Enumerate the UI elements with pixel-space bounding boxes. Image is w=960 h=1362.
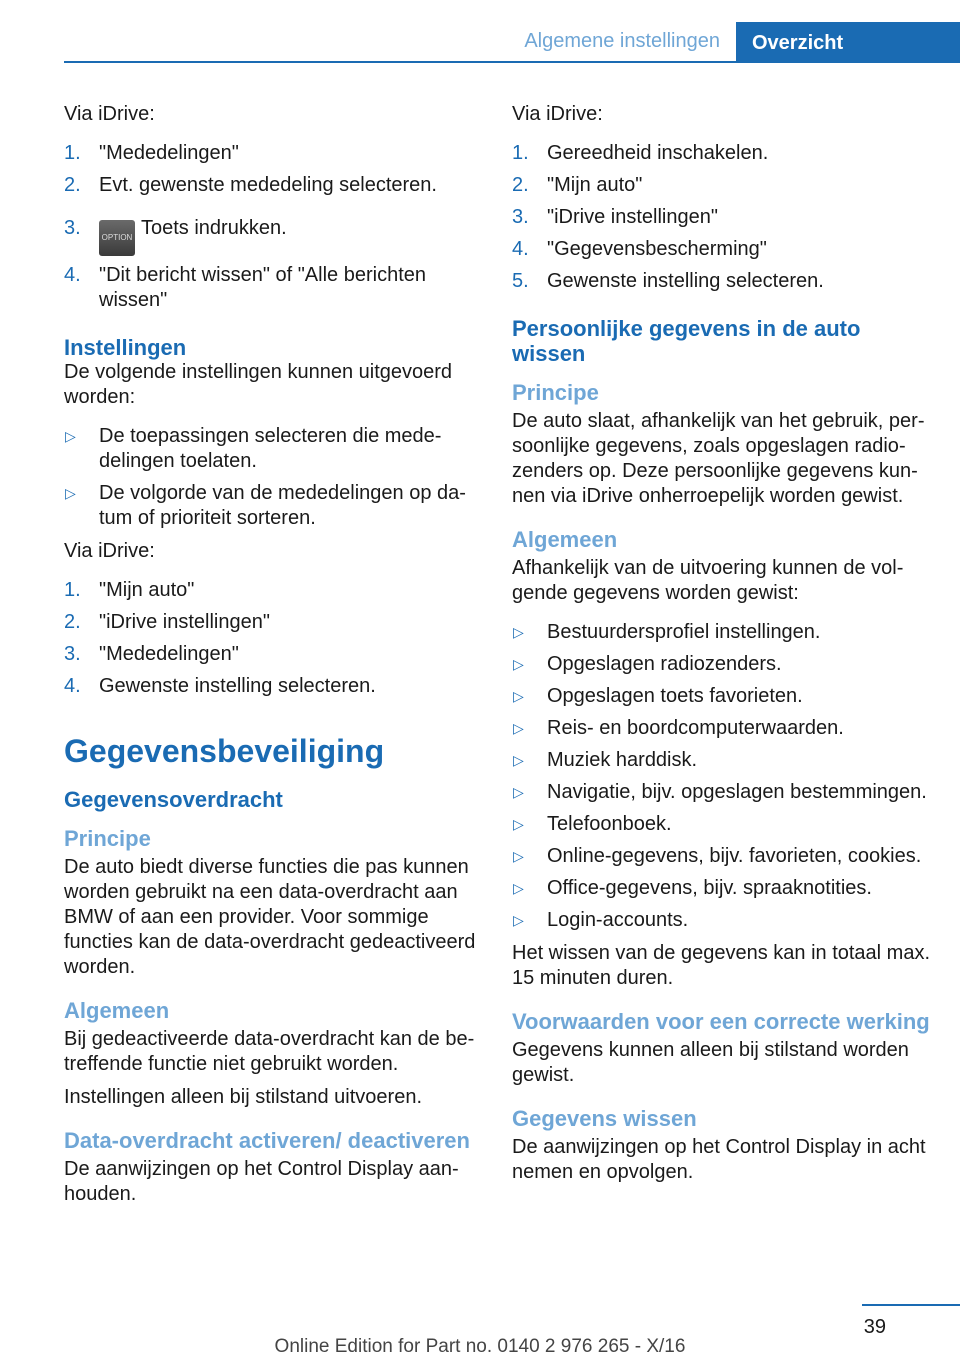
page-header [0,0,960,62]
steps-list-3 [512,141,932,294]
paragraph: De aanwijzingen op het Control Display aanhouden. [64,1158,459,1205]
header-rule [64,61,960,63]
heading-gegevensbeveiliging: Gegevensbeveiliging [64,733,385,769]
right-column [512,102,932,1185]
list-item: 3. "iDrive instellingen" [512,206,718,228]
list-item: 2. Evt. gewenste mededeling selecteren. [64,174,437,196]
triangle-bullet-icon: ▷ [513,688,524,704]
list-item: 2. "Mijn auto" [512,174,643,196]
heading-data-overdracht: Data-overdracht activeren/ deactiveren [64,1128,470,1153]
list-item: 1. "Mededelingen" [64,142,239,164]
paragraph: Instellingen alleen bij stilstand uitvoeren. [64,1086,422,1108]
list-item: 5. Gewenste instelling selecteren. [512,270,824,292]
list-item: ▷ De volgorde van de mededelingen op datum of prioriteit sorteren. [65,482,466,529]
list-item: ▷ Navigatie, bijv. opgeslagen bestemmingen. [513,781,927,803]
heading-gegevens-wissen: Gegevens wissen [512,1106,697,1131]
list-item: ▷ Login-accounts. [513,909,689,931]
heading-gegevensoverdracht: Gegevensoverdracht [64,787,283,812]
list-item: 1. Gereedheid inschakelen. [512,142,769,164]
paragraph: Het wissen van de gegevens kan in totaal max. 15 minuten duren. [512,942,931,989]
bullets-list-2 [512,620,932,933]
triangle-bullet-icon: ▷ [513,880,524,896]
list-item: 4. "Dit bericht wissen" of "Alle berichten wissen" [64,264,426,311]
list-item: ▷ Bestuurdersprofiel instellingen. [513,621,821,643]
paragraph: De auto slaat, afhankelijk van het gebruik, persoonlijke gegevens, zoals opgeslagen radiozenders op. Deze persoonlijke gegevens kunnen via iDrive onherroepelijk worden gewist. [512,410,925,507]
steps-list-1 [64,141,476,313]
list-item: 3. OPTION Toets indrukken. [64,216,476,256]
list-item: ▷ De toepassingen selecteren die mededelingen toelaten. [65,425,442,472]
via-idrive-label: Via iDrive: [512,103,603,125]
list-item: ▷ Opgeslagen radiozenders. [513,653,782,675]
heading-persoonlijke-gegevens: Persoonlijke gegevens in de auto wissen [512,316,861,366]
header-section: Algemene instellingen [524,30,720,52]
triangle-bullet-icon: ▷ [513,656,524,672]
heading-instellingen: Instellingen [64,335,187,360]
triangle-bullet-icon: ▷ [513,784,524,800]
via-idrive-label: Via iDrive: [64,540,155,562]
list-item: ▷ Muziek harddisk. [513,749,698,771]
paragraph: Afhankelijk van de uitvoering kunnen de volgende gegevens worden gewist: [512,557,904,604]
steps-list-2 [64,578,476,699]
via-idrive-label: Via iDrive: [64,103,155,125]
triangle-bullet-icon: ▷ [513,912,524,928]
bullets-list-1 [64,424,476,531]
list-item: ▷ Telefoonboek. [513,813,672,835]
triangle-bullet-icon: ▷ [513,816,524,832]
list-item: ▷ Reis- en boordcomputerwaarden. [513,717,844,739]
paragraph: De volgende instellingen kunnen uitgevoerd worden: [64,361,453,408]
triangle-bullet-icon: ▷ [513,752,524,768]
heading-algemeen: Algemeen [64,998,170,1023]
list-item: 4. "Gegevensbescherming" [512,238,767,260]
triangle-bullet-icon: ▷ [513,720,524,736]
left-column [64,102,476,1207]
list-item: ▷ Opgeslagen toets favorieten. [513,685,803,707]
option-button-icon: OPTION [99,220,135,256]
heading-principe: Principe [512,380,599,405]
page-number: 39 [863,1316,886,1338]
triangle-bullet-icon: ▷ [65,428,76,444]
footer-edition: Online Edition for Part no. 0140 2 976 265 - X/16 [274,1336,686,1357]
triangle-bullet-icon: ▷ [513,848,524,864]
heading-voorwaarden: Voorwaarden voor een correcte werking [512,1009,930,1034]
paragraph: Bij gedeactiveerde data-overdracht kan de betreffende functie niet gebruikt worden. [64,1028,475,1075]
header-tab: Overzicht [736,22,960,62]
paragraph: De auto biedt diverse functies die pas kunnen worden gebruikt na een data-overdracht aan BMW of aan een provider. Voor sommige functies kan de data-overdracht gedeactiveerd worden. [64,856,476,978]
footer-rule [862,1304,960,1306]
triangle-bullet-icon: ▷ [513,624,524,640]
paragraph: Gegevens kunnen alleen bij stilstand worden gewist. [512,1039,909,1086]
list-item: 4. Gewenste instelling selecteren. [64,675,376,697]
list-item: ▷ Online-gegevens, bijv. favorieten, cookies. [513,845,922,867]
list-item: ▷ Office-gegevens, bijv. spraaknotities. [513,877,872,899]
triangle-bullet-icon: ▷ [65,485,76,501]
list-item: 3. "Mededelingen" [64,643,239,665]
list-item: 2. "iDrive instellingen" [64,611,270,633]
heading-algemeen: Algemeen [512,527,618,552]
list-item: 1. "Mijn auto" [64,579,195,601]
paragraph: De aanwijzingen op het Control Display in acht nemen en opvolgen. [512,1136,926,1183]
heading-principe: Principe [64,826,151,851]
